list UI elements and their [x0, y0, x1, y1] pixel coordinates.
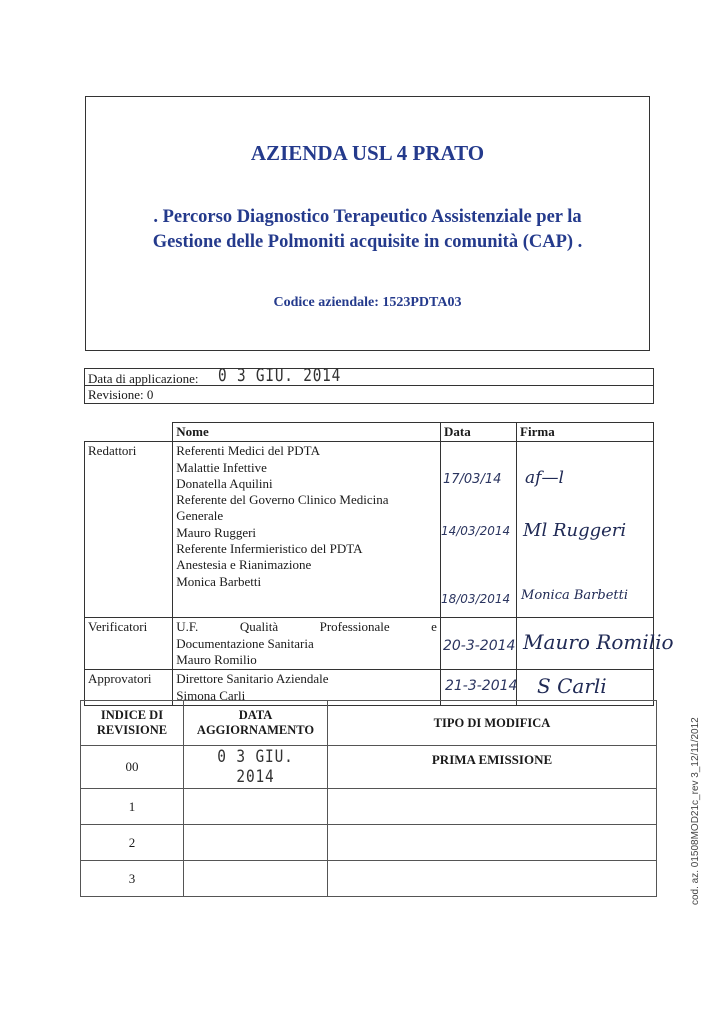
word: Professionale [319, 619, 390, 635]
header-revision-index [81, 701, 184, 746]
role-redattori: Redattori [85, 442, 173, 618]
word: e [431, 619, 437, 635]
redattori-line: Referenti Medici del PDTA [176, 443, 320, 459]
revision-index: 3 [81, 861, 184, 897]
handwritten-date: 14/03/2014 [440, 524, 511, 539]
verificatori-names [173, 618, 441, 670]
word: Qualità [239, 619, 279, 635]
redattori-line: Referente del Governo Clinico Medicina [176, 492, 389, 508]
form-code: cod. az. 01508MOD21c_rev 3_12/11/2012 [690, 717, 701, 905]
redattori-signatures [517, 442, 654, 618]
handwritten-date: 18/03/2014 [440, 592, 511, 607]
application-date-stamp: 0 3 GIU. 2014 [218, 365, 342, 386]
document-title-line-2: Gestione delle Polmoniti acquisite in comunità (CAP) . [152, 232, 583, 252]
signature: af—l [525, 468, 564, 489]
approvatori-line: Direttore Sanitario Aziendale [176, 671, 329, 687]
document-title-line-1: . Percorso Diagnostico Terapeutico Assistenziale per la [153, 207, 582, 227]
redattori-line: Anestesia e Rianimazione [176, 557, 312, 573]
empty-header-cell [85, 423, 173, 442]
application-date-label: Data di applicazione: [88, 371, 199, 386]
revision-date [184, 861, 328, 897]
redattori-names [173, 442, 441, 618]
header-date: Data [440, 423, 516, 442]
signature: Monica Barbetti [521, 588, 629, 604]
application-date-row [88, 371, 198, 387]
date-stamp: 0 3 GIU. 2014 [217, 747, 294, 787]
redattori-line: Mauro Ruggeri [176, 524, 257, 540]
signature: Ml Ruggeri [523, 520, 627, 542]
verificatori-line: Documentazione Sanitaria [176, 635, 314, 651]
approvatori-line: Simona Carli [176, 687, 246, 703]
table-row [81, 861, 657, 897]
header-text: REVISIONE [96, 723, 168, 737]
role-approvatori: Approvatori [85, 670, 173, 706]
header-text: INDICE DI [100, 708, 164, 722]
application-box [84, 365, 654, 404]
table-row [81, 825, 657, 861]
organization-name: AZIENDA USL 4 PRATO [250, 141, 485, 165]
verificatori-date [440, 618, 516, 670]
header-name: Nome [173, 423, 441, 442]
header-modification-type: TIPO DI MODIFICA [328, 701, 657, 746]
revision-date [184, 746, 328, 789]
revision-date [184, 825, 328, 861]
redattori-line: Monica Barbetti [176, 573, 262, 589]
word: U.F. [176, 619, 199, 635]
table-row-redattori [85, 442, 654, 618]
table-row [81, 789, 657, 825]
responsibility-table [84, 422, 674, 706]
verificatori-signature [517, 618, 674, 670]
redattori-line: Donatella Aquilini [176, 475, 273, 491]
revision-table [80, 700, 657, 897]
verificatori-line [176, 619, 437, 635]
revision-type: PRIMA EMISSIONE [328, 746, 657, 789]
header-signature: Firma [517, 423, 654, 442]
handwritten-date: 20-3-2014 [442, 638, 516, 655]
header-update-date [184, 701, 328, 746]
table-header-row [85, 423, 654, 442]
revision-label: Revisione: 0 [88, 387, 154, 402]
redattori-dates [440, 442, 516, 618]
document-title [106, 205, 629, 255]
header-text: DATA [238, 708, 273, 722]
revision-type [328, 861, 657, 897]
revision-index: 1 [81, 789, 184, 825]
table-row-verificatori [85, 618, 654, 670]
verificatori-line: Mauro Romilio [176, 651, 257, 667]
signature: Mauro Romilio [523, 630, 674, 655]
handwritten-date: 17/03/14 [442, 472, 502, 488]
revision-index: 00 [81, 746, 184, 789]
table-header-row [81, 701, 657, 746]
revision-type [328, 789, 657, 825]
signature: S Carli [537, 674, 607, 699]
revision-type [328, 825, 657, 861]
company-code: Codice aziendale: 1523PDTA03 [273, 295, 462, 310]
redattori-line: Malattie Infettive [176, 459, 267, 475]
revision-date [184, 789, 328, 825]
redattori-line: Generale [176, 508, 224, 524]
header-text: AGGIORNAMENTO [196, 723, 315, 737]
role-verificatori: Verificatori [85, 618, 173, 670]
title-box [85, 96, 650, 351]
handwritten-date: 21-3-2014 [444, 678, 518, 695]
redattori-line: Referente Infermieristico del PDTA [176, 541, 363, 557]
revision-index: 2 [81, 825, 184, 861]
table-row [81, 746, 657, 789]
